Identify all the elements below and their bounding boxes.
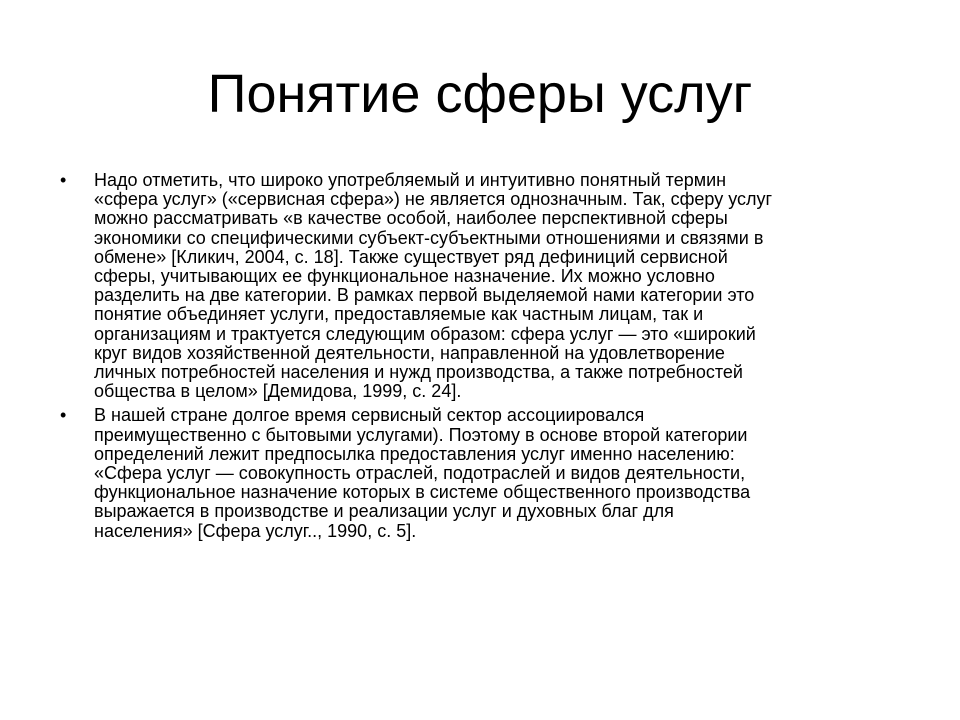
bullet-dot-icon xyxy=(60,406,80,425)
slide-title: Понятие сферы услуг xyxy=(207,64,753,124)
bullet-item-2 xyxy=(60,406,900,540)
bullet-text-1: Надо отметить, что широко употребляемый и интуитивно понятный термин «сфера услуг» («сервисная сфера») не является однозначным. Так, сферу услуг можно рассматривать «в качестве особой, наиболее перспективной сферы экономики со специфическими субъект-субъектными отношениями и связями в обмене» [Кликич, 2004, с. 18]. Также существует ряд дефиниций сервисной сферы, учитывающих ее функциональное назначение. Их можно условно разделить на две категории. В рамках первой выделяемой нами категории это понятие объединяет услуги, предоставляемые как частным лицам, так и организациям и трактуется следующим образом: сфера услуг — это «широкий круг видов хозяйственной деятельности, направленной на удовлетворение личных потребностей населения и нужд производства, а также потребностей общества в целом» [Демидова, 1999, с. 24]. xyxy=(94,170,773,402)
bullet-dot-icon xyxy=(60,171,80,190)
bullet-item-1 xyxy=(60,171,900,401)
bullet-text-2: В нашей стране долгое время сервисный сектор ассоциировался преимущественно с бытовыми услугами). Поэтому в основе второй категории определений лежит предпосылка предоставления услуг именно населению: «Сфера услуг — совокупность отраслей, подотраслей и видов деятельности, функциональное назначение которых в системе общественного производства выражается в производстве и реализации услуг и духовных благ для населения» [Сфера услуг.., 1990, с. 5]. xyxy=(94,405,751,541)
bullet-list xyxy=(60,171,900,546)
